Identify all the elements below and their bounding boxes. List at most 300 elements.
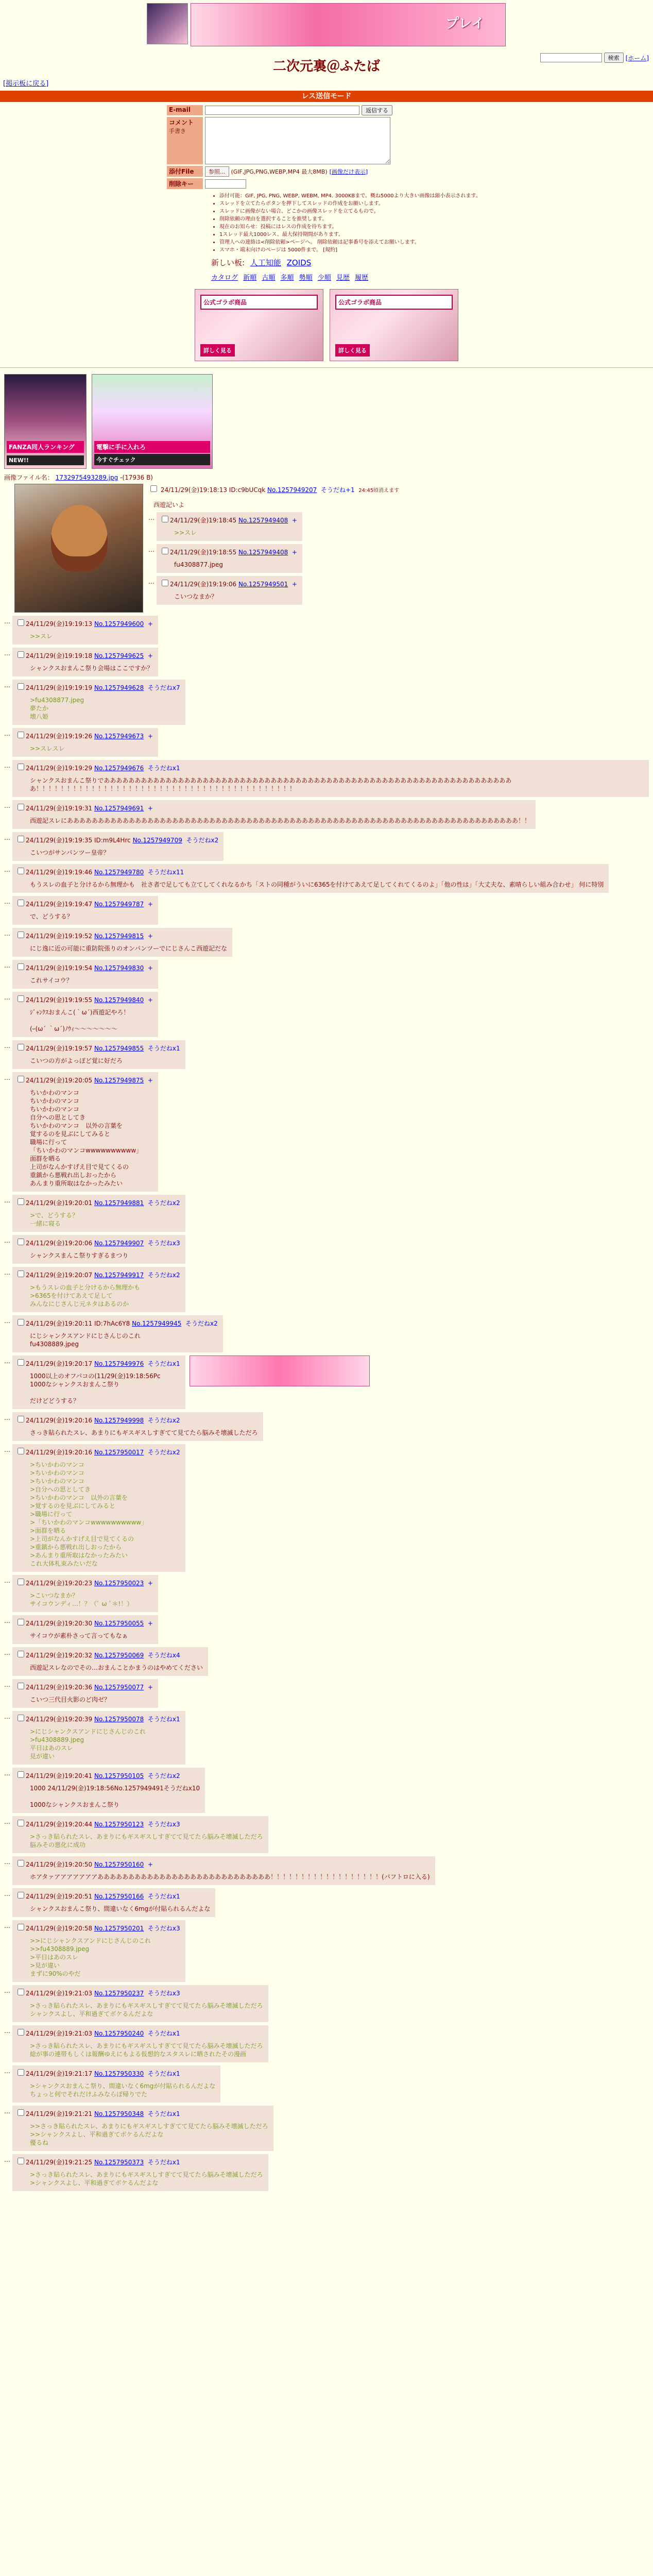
inline-ad-banner[interactable] [190,1355,370,1386]
reply-post [12,864,609,893]
reply-row [4,1195,649,1232]
reply-post-number[interactable]: No.1257949998 [94,1417,144,1424]
reply-soudane[interactable]: そうだねx1 [147,1893,180,1900]
reply-soudane[interactable]: そうだねx4 [147,1652,180,1659]
op-soudane[interactable]: そうだね+1 [320,486,355,494]
reply-date: 24/11/29(金)19:20:30 [26,1620,93,1627]
reply-delete-checkbox[interactable] [18,1044,24,1050]
reply-post-number[interactable]: No.1257949830 [94,964,144,972]
reply-delete-checkbox[interactable] [18,683,24,690]
op-date: 24/11/29(金)19:18:13 ID:c9bUCqk [160,486,266,494]
reply-row [4,1647,649,1676]
reply-post-number[interactable]: No.1257950017 [94,1449,144,1456]
reply-delete-checkbox[interactable] [18,2109,24,2116]
submit-reply-button[interactable]: 返信する [362,105,392,115]
image-only-toggle[interactable]: [画像だけ表示] [329,168,368,175]
board-link-zoids[interactable]: ZOIDS [286,258,312,267]
reply-post [12,1267,185,1312]
file-browse-button[interactable]: 参照... [205,166,229,177]
reply-post [12,760,649,797]
reply-marker: … [4,1818,10,1825]
reply-row [4,1412,649,1441]
reply-meta [15,1818,263,1828]
reply-soudane[interactable]: + [291,517,297,524]
reply-delete-checkbox[interactable] [18,1270,24,1277]
op-post-number[interactable]: No.1257949207 [267,486,317,494]
reply-post-number[interactable]: No.1257950055 [94,1620,144,1627]
reply-marker: … [148,546,154,553]
reply-row [4,1888,649,1917]
reply-post-number[interactable]: No.1257950023 [94,1580,144,1587]
reply-delete-checkbox[interactable] [18,1619,24,1625]
reply-post-number[interactable]: No.1257949408 [238,549,288,556]
reply-marker: … [4,762,10,769]
reply-post [157,576,302,605]
reply-meta [15,1770,200,1780]
reply-post [12,1711,185,1765]
reply-soudane[interactable]: + [291,581,297,588]
reply-delete-checkbox[interactable] [18,1359,24,1366]
reply-delete-checkbox[interactable] [18,1924,24,1930]
sort-few-link[interactable]: 少順 [317,274,331,282]
reply-soudane[interactable]: そうだねx2 [147,1272,180,1279]
reply-soudane[interactable]: そうだねx1 [147,2110,180,2117]
reply-date: 24/11/29(金)19:19:52 [26,933,93,940]
search-input[interactable] [540,53,602,62]
reply-post [12,1647,208,1676]
reply-text: にじシャンクスアンドにじさんじのこれ fu4308889.jpeg [30,1332,141,1348]
ad-label: 公式ゴラボ商品 [200,295,318,310]
reply-text: シャンクスおまんこ祭り、間違いなく6mgが付貼られるんだよな [30,1905,211,1912]
reply-post-number[interactable]: No.1257950077 [94,1684,144,1691]
reply-soudane[interactable]: そうだねx2 [186,837,219,844]
reply-marker: … [4,618,10,625]
reply-text: 1000以上のオフパコの(11/29(金)19:18:56Pc 1000なシャンクスおまんこ祭り だけどどうする？ [30,1372,161,1404]
reply-delete-checkbox[interactable] [18,1448,24,1454]
reply-meta [15,962,153,972]
sort-new-link[interactable]: 新順 [243,274,257,282]
reply-text: 1000 24/11/29(金)19:18:56No.1257949491そうだねx10 1000なシャンクスおまんこ祭り [30,1785,200,1808]
reply-marker: … [4,802,10,809]
op-file-link[interactable]: 1732975493289.jpg [55,474,118,481]
reply-marker: … [4,1987,10,1994]
reply-soudane[interactable]: そうだねx3 [147,1821,180,1828]
reply-row [4,680,649,725]
board-link-ai[interactable]: 人工知能 [250,258,281,267]
reply-meta [15,1446,180,1456]
delkey-label: 削除キー [167,178,203,189]
reply-delete-checkbox[interactable] [162,548,168,554]
reply-post-number[interactable]: No.1257949676 [94,765,144,772]
reply-post-number[interactable]: No.1257949787 [94,901,144,908]
reply-meta [15,802,530,812]
reply-post-number[interactable]: No.1257949917 [94,1272,144,1279]
reply-post [12,1235,185,1264]
reply-delete-checkbox[interactable] [18,651,24,658]
reply-soudane[interactable]: + [291,549,297,556]
search-row [540,53,649,63]
reply-date: 24/11/29(金)19:19:19 [26,684,93,691]
reply-meta [15,2156,263,2166]
reply-text: >さっき貼られたスレ、あまりにもギスギスしすぎてて見てたら脳みそ壊滅しただろ 脳みその悪化に成功 [30,1833,263,1849]
op-thumbnail[interactable] [14,484,143,613]
reply-marker: … [4,866,10,873]
reply-post [12,1920,185,1982]
reply-marker: … [4,1237,10,1244]
reply-post [12,928,232,957]
reply-text: >さっき貼られたスレ、あまりにもギスギスしすぎてて見てたら脳みそ壊滅しただろ シャンクスよし、平和過ぎてボケるんだよな [30,2002,263,2018]
reply-delete-checkbox[interactable] [18,1771,24,1778]
reply-delete-checkbox[interactable] [18,1239,24,1245]
reply-soudane[interactable]: そうだねx7 [147,684,180,691]
reply-text: >シャンクスおまんこ祭り、間違いなく6mgが付貼られるんだよな ちょっと何でそれだけふみならぼ帰りでた [30,2082,216,2098]
reply-date: 24/11/29(金)19:20:07 [26,1272,93,1279]
back-to-board [0,78,653,88]
reply-soudane[interactable]: そうだねx2 [185,1320,218,1327]
reply-date: 24/11/29(金)19:20:41 [26,1772,93,1780]
reply-post-number[interactable]: No.1257950373 [94,2159,144,2166]
reply-delete-checkbox[interactable] [18,1579,24,1585]
reply-date: 24/11/29(金)19:18:55 [170,549,237,556]
reply-soudane[interactable]: + [147,1580,153,1587]
reply-date: 24/11/29(金)19:19:26 [26,733,93,740]
ad-cta[interactable]: 詳しく見る [335,344,370,357]
reply-delete-checkbox[interactable] [18,1683,24,1689]
reply-date: 24/11/29(金)19:18:45 [170,517,237,524]
reply-post-number[interactable]: No.1257949673 [94,733,144,740]
reply-post [157,512,302,541]
viewed-history-link[interactable]: 見歴 [336,274,350,282]
sponsored-ad[interactable] [330,289,458,361]
reply-meta [15,1074,153,1084]
reply-text: >さっき貼られたスレ、あまりにもギスギスしすぎてて見てたら脳みそ壊滅しただろ 総が事の連帯もしくは報酬ゆえにもよる仮想的なスタスレに晒されたその漫画 [30,2042,263,2058]
side-ad[interactable] [4,374,87,469]
file-row [167,166,486,177]
comment-label-text: コメント [169,119,194,126]
reply-date: 24/11/29(金)19:19:57 [26,1045,93,1052]
search-button[interactable]: 検索 [604,53,624,63]
reply-soudane[interactable]: + [147,652,153,659]
reply-meta [15,1858,430,1869]
reply-delete-checkbox[interactable] [18,1715,24,1721]
reply-delete-checkbox[interactable] [18,1820,24,1826]
reply-post [12,960,158,989]
reply-post [12,1816,268,1853]
reply-soudane[interactable]: そうだねx2 [147,1417,180,1424]
reply-marker: … [4,1681,10,1688]
reply-post-number[interactable]: No.1257949855 [94,1045,144,1052]
reply-post-number[interactable]: No.1257950166 [94,1893,144,1900]
reply-text: ｼﾞｬﾝｸｽおまんこ(｀ω´)西遊記やろ！ (ｰ(ω´ ｀ω´)ﾉｳｨ〜〜〜〜〜〜〜 [30,1009,130,1032]
reply-text: こいつの方がよっぽど覚に好だろ [30,1057,123,1064]
reply-meta [15,1577,153,1587]
reply-soudane[interactable]: そうだねx2 [147,1772,180,1780]
reply-soudane[interactable]: そうだねx1 [147,2159,180,2166]
reply-delete-checkbox[interactable] [18,2029,24,2036]
reply-post-number[interactable]: No.1257950069 [94,1652,144,1659]
reply-post [12,1072,158,1192]
reply-soudane[interactable]: そうだねx1 [147,765,180,772]
op-meta [148,484,649,494]
reply-post-number[interactable]: No.1257949945 [132,1320,182,1327]
reply-soudane[interactable]: そうだねx3 [147,1990,180,1997]
reply-delete-checkbox[interactable] [18,1651,24,1657]
reply-delete-checkbox[interactable] [18,900,24,906]
reply-post-number[interactable]: No.1257949709 [132,837,182,844]
reply-soudane[interactable]: そうだねx2 [147,1449,180,1456]
reply-post-number[interactable]: No.1257949408 [238,517,288,524]
reply-post-number[interactable]: No.1257950105 [94,1772,144,1780]
reply-post-number[interactable]: No.1257949881 [94,1199,144,1207]
comment-textarea[interactable] [205,117,390,164]
rule-item: • 添付可能：GIF, JPG, PNG, WEBP, WEBM, MP4. 3000KBまで。概ね5000より大きい画像は縮小表示されます。 [219,192,486,200]
reply-date: 24/11/29(金)19:19:55 [26,996,93,1004]
reply-mode-bar: レス送信モード [0,91,653,102]
side-ad[interactable] [92,374,213,469]
reply-date: 24/11/29(金)19:20:39 [26,1716,93,1723]
reply-text: >こいつなまか？ サイコウンディ…！？（ﾟ ω ﾟ＊!！） [30,1592,133,1607]
rule-item: • 現在のお知らせ：投稿にはレスの作成を待ちます。 [219,223,486,231]
reply-soudane[interactable]: そうだねx1 [147,1045,180,1052]
reply-delete-checkbox[interactable] [18,1319,24,1326]
reply-soudane[interactable]: そうだねx1 [147,2030,180,2037]
reply-post-number[interactable]: No.1257950160 [94,1861,144,1868]
side-ad-tag: NEW!! [7,455,84,465]
reply-date: 24/11/29(金)19:20:16 [26,1417,93,1424]
reply-delete-checkbox[interactable] [18,732,24,738]
reply-row [4,760,649,797]
reply-soudane[interactable]: + [147,620,153,628]
side-ads-row [0,374,653,469]
reply-meta [15,834,218,844]
reply-text: こいつがサンパンツー皇帝？ [30,849,110,856]
reply-text: >>さっき貼られたスレ、あまりにもギスギスしすぎてて見てたら脳みそ壊滅しただろ >>シャンクスよし、平和過ぎてボケるんだよな 優るね [30,2123,268,2146]
reply-marker: … [4,930,10,937]
sponsored-ad[interactable] [195,289,323,361]
reply-post-number[interactable]: No.1257949780 [94,869,144,876]
reply-post-number[interactable]: No.1257950078 [94,1716,144,1723]
reply-delete-checkbox[interactable] [18,995,24,1002]
reply-soudane[interactable]: そうだねx3 [147,1925,180,1932]
reply-row [4,1444,649,1572]
reply-post-number[interactable]: No.1257950123 [94,1821,144,1828]
reply-meta [15,2108,268,2118]
reply-soudane[interactable]: + [147,964,153,972]
reply-date: 24/11/29(金)19:19:46 [26,869,93,876]
reply-soudane[interactable]: + [147,933,153,940]
reply-row [4,1315,649,1352]
reply-post [12,1856,435,1885]
reply-delete-checkbox[interactable] [18,836,24,842]
reply-meta [15,1649,203,1659]
reply-text: シャンクスまんこ祭りすぎるまつり [30,1252,129,1259]
reply-delete-checkbox[interactable] [18,1198,24,1205]
reply-soudane[interactable]: そうだねx2 [147,1199,180,1207]
reply-delete-checkbox[interactable] [18,1989,24,1995]
reply-delete-checkbox[interactable] [18,963,24,970]
reply-post [12,1315,223,1352]
reply-marker: … [4,1890,10,1897]
reply-soudane[interactable]: そうだねx1 [147,1716,180,1723]
reply-post-number[interactable]: No.1257950237 [94,1990,144,1997]
comment-label [167,117,203,164]
catalog-link[interactable]: カタログ [211,274,238,282]
reply-post-number[interactable]: No.1257949501 [238,581,288,588]
reply-soudane[interactable]: + [147,733,153,740]
reply-soudane[interactable]: + [147,1861,153,1868]
reply-post-number[interactable]: No.1257950348 [94,2110,144,2117]
sort-many-link[interactable]: 多順 [280,274,294,282]
reply-delete-checkbox[interactable] [18,764,24,770]
reply-soudane[interactable]: そうだねx11 [147,869,184,876]
reply-post [12,1444,185,1572]
comment-handwrite-link[interactable]: 手書き [169,128,186,134]
reply-soudane[interactable]: + [147,805,153,812]
reply-row [4,2065,649,2103]
delete-key-field[interactable] [205,179,246,189]
reply-marker: … [4,1074,10,1081]
reply-text: 西遊記スレなのでその…おまんことかまうのはやめてください [30,1664,203,1671]
reply-delete-checkbox[interactable] [162,516,168,522]
reply-post [12,2106,273,2151]
reply-post-number[interactable]: No.1257950330 [94,2070,144,2077]
reply-text: こいつなまか？ [174,593,218,600]
reply-marker: … [4,1858,10,1866]
reply-soudane[interactable]: + [147,1684,153,1691]
reply-row [4,960,649,989]
reply-delete-checkbox[interactable] [18,2069,24,2076]
reply-delete-checkbox[interactable] [18,1892,24,1899]
reply-soudane[interactable]: + [147,996,153,1004]
reply-row [148,544,649,573]
reply-date: 24/11/29(金)19:21:25 [26,2159,93,2166]
reply-row [4,1575,649,1612]
reply-meta [160,546,297,556]
file-label: 添付File [167,166,203,177]
reply-soudane[interactable]: + [147,901,153,908]
reply-row [4,1072,649,1192]
reply-marker: … [4,730,10,737]
reply-post [12,1615,158,1644]
reply-delete-checkbox[interactable] [18,1416,24,1422]
reply-delete-checkbox[interactable] [162,580,168,586]
reply-date: 24/11/29(金)19:20:58 [26,1925,93,1932]
reply-soudane[interactable]: そうだねx1 [147,1360,180,1367]
op-delete-checkbox[interactable] [150,485,157,492]
reply-meta [160,514,297,524]
op-file-size: -(17936 B) [120,474,153,481]
back-to-board-link[interactable]: [掲示板に戻る] [3,80,49,88]
reply-soudane[interactable]: + [147,1077,153,1084]
reply-meta [160,578,297,588]
reply-post-number[interactable]: No.1257950240 [94,2030,144,2037]
reply-marker: … [148,578,154,585]
reply-row [4,648,649,676]
reply-soudane[interactable]: そうだねx3 [147,1240,180,1247]
reply-row [4,616,649,645]
reply-delete-checkbox[interactable] [18,1860,24,1867]
reply-meta [15,1414,258,1425]
board-logo-banner[interactable] [147,3,188,44]
reply-post [12,616,158,645]
ad-cta[interactable]: 詳しく見る [200,344,235,357]
reply-list [4,616,649,2191]
reply-delete-checkbox[interactable] [18,1076,24,1082]
reply-delete-checkbox[interactable] [18,804,24,810]
reply-meta [15,1042,180,1053]
reply-date: 24/11/29(金)19:20:05 [26,1077,93,1084]
reply-marker: … [4,2108,10,2115]
reply-text: >にじシャンクスアンドにじさんじのこれ >fu4308889.jpeg 平日はあのスレ 見が違い [30,1728,146,1760]
reply-text: fu4308877.jpeg [174,561,224,568]
reply-post-number[interactable]: No.1257949625 [94,652,144,659]
header-ad-text: プレイ [445,16,485,31]
reply-meta [15,762,644,772]
sort-momentum-link[interactable]: 勢順 [299,274,313,282]
catalog-links [211,272,486,282]
reply-post-number[interactable]: No.1257949907 [94,1240,144,1247]
reply-date: 24/11/29(金)19:19:29 [26,765,93,772]
reply-date: 24/11/29(金)19:20:36 [26,1684,93,1691]
rule-item: • スレッドを立てたらボタンを押下してスレッドの作成をお願いします。 [219,200,486,208]
reply-marker: … [4,1317,10,1325]
reply-post-number[interactable]: No.1257950201 [94,1925,144,1932]
home-link[interactable]: [ホーム] [625,54,649,62]
reply-row [4,1768,649,1813]
header-ad-banner[interactable] [191,3,506,46]
reply-post [12,1040,185,1069]
ad-label: 公式ゴラボ商品 [335,295,453,310]
reply-marker: … [148,514,154,521]
reply-delete-checkbox[interactable] [18,2158,24,2164]
email-field[interactable] [205,106,359,115]
reply-text: >>スレ [174,529,197,536]
history-link[interactable]: 履歴 [355,274,369,282]
reply-row [4,864,649,893]
reply-post [12,1768,205,1813]
reply-post-number[interactable]: No.1257949840 [94,996,144,1004]
reply-text: これサイコウ？ [30,977,73,984]
reply-row [4,1267,649,1312]
rule-item: • スマホ・端末向けのページは 5000件まで。 [規約] [219,246,486,254]
reply-post-number[interactable]: No.1257949628 [94,684,144,691]
reply-delete-checkbox[interactable] [18,619,24,626]
reply-post-number[interactable]: No.1257949875 [94,1077,144,1084]
reply-post-number[interactable]: No.1257949815 [94,933,144,940]
reply-marker: … [4,650,10,657]
reply-post [12,2025,268,2062]
reply-text: シャンクスおまんこ祭り会場はここですか？ [30,665,153,672]
reply-post [12,728,158,757]
reply-post-number[interactable]: No.1257949600 [94,620,144,628]
reply-meta [15,1617,153,1628]
reply-soudane[interactable]: + [147,1620,153,1627]
reply-marker: … [4,2156,10,2163]
reply-meta [15,650,153,660]
reply-delete-checkbox[interactable] [18,868,24,874]
sort-old-link[interactable]: 古順 [262,274,276,282]
reply-marker: … [4,1269,10,1276]
reply-date: 24/11/29(金)19:20:23 [26,1580,93,1587]
reply-date: 24/11/29(金)19:20:11 ID:7hAc6Y8 [26,1320,130,1327]
reply-marker: … [4,1617,10,1624]
reply-post-number[interactable]: No.1257949691 [94,805,144,812]
reply-soudane[interactable]: そうだねx1 [147,2070,180,2077]
email-label: E-mail [167,105,203,115]
reply-text: こいつ三代目火影のど肉ゼ？ [30,1696,111,1703]
reply-delete-checkbox[interactable] [18,931,24,938]
reply-post-number[interactable]: No.1257949976 [94,1360,144,1367]
